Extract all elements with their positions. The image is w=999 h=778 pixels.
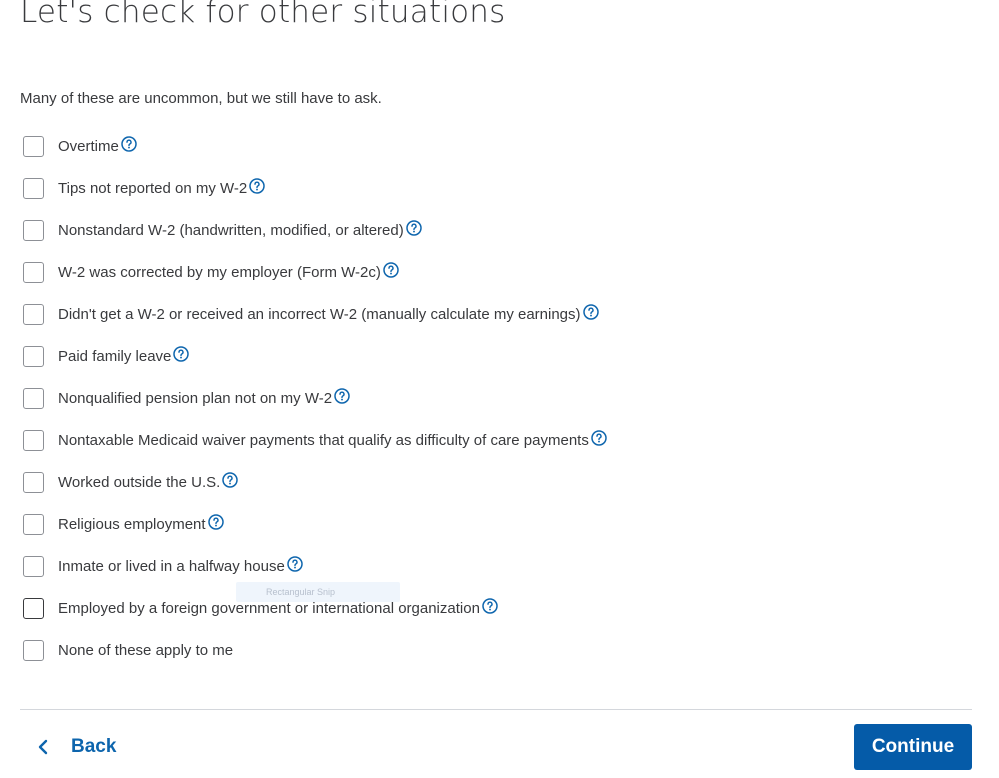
option-w2-corrected <box>23 262 607 304</box>
option-foreign-government <box>23 598 607 640</box>
option-worked-outside-us <box>23 472 607 514</box>
option-label[interactable]: Worked outside the U.S. <box>58 474 221 491</box>
question-circle-icon[interactable] <box>173 346 189 362</box>
checkbox-paid-family-leave[interactable] <box>23 346 44 367</box>
option-label[interactable]: Inmate or lived in a halfway house <box>58 558 285 575</box>
checkbox-no-w2[interactable] <box>23 304 44 325</box>
option-label[interactable]: Didn't get a W-2 or received an incorrect W-2 (manually calculate my earnings) <box>58 306 581 323</box>
question-circle-icon[interactable] <box>208 514 224 530</box>
checkbox-nonqualified-pension[interactable] <box>23 388 44 409</box>
checkbox-inmate-halfway-house[interactable] <box>23 556 44 577</box>
back-button[interactable] <box>36 729 116 765</box>
question-circle-icon[interactable] <box>334 388 350 404</box>
checkbox-none-apply[interactable] <box>23 640 44 661</box>
checkbox-tips[interactable] <box>23 178 44 199</box>
option-overtime <box>23 136 607 178</box>
question-circle-icon[interactable] <box>383 262 399 278</box>
checkbox-nonstandard-w2[interactable] <box>23 220 44 241</box>
snip-tooltip-ghost: Rectangular Snip <box>236 582 400 602</box>
question-circle-icon[interactable] <box>249 178 265 194</box>
question-circle-icon[interactable] <box>222 472 238 488</box>
checkbox-religious-employment[interactable] <box>23 514 44 535</box>
option-label[interactable]: Religious employment <box>58 516 206 533</box>
option-label[interactable]: Nonstandard W-2 (handwritten, modified, or altered) <box>58 222 404 239</box>
question-circle-icon[interactable] <box>482 598 498 614</box>
option-religious-employment <box>23 514 607 556</box>
option-label[interactable]: Overtime <box>58 138 119 155</box>
chevron-left-icon <box>36 739 50 755</box>
checkbox-w2-corrected[interactable] <box>23 262 44 283</box>
continue-button[interactable]: Continue <box>854 724 972 770</box>
checkbox-overtime[interactable] <box>23 136 44 157</box>
back-button-label: Back <box>71 736 117 757</box>
option-no-w2 <box>23 304 607 346</box>
option-label[interactable]: Tips not reported on my W-2 <box>58 180 248 197</box>
option-label[interactable]: Nonqualified pension plan not on my W-2 <box>58 390 333 407</box>
question-circle-icon[interactable] <box>406 220 422 236</box>
option-nonstandard-w2 <box>23 220 607 262</box>
checkbox-worked-outside-us[interactable] <box>23 472 44 493</box>
option-tips <box>23 178 607 220</box>
question-circle-icon[interactable] <box>287 556 303 572</box>
option-nonqualified-pension <box>23 388 607 430</box>
option-label[interactable]: Employed by a foreign government or international organization <box>58 600 480 617</box>
option-label[interactable]: Nontaxable Medicaid waiver payments that qualify as difficulty of care payments <box>58 432 589 449</box>
option-label[interactable]: Paid family leave <box>58 348 172 365</box>
question-circle-icon[interactable] <box>121 136 137 152</box>
page-subtitle: Many of these are uncommon, but we still have to ask. <box>20 90 382 107</box>
footer-divider <box>20 709 972 710</box>
option-paid-family-leave <box>23 346 607 388</box>
question-circle-icon[interactable] <box>591 430 607 446</box>
question-circle-icon[interactable] <box>583 304 599 320</box>
option-label[interactable]: None of these apply to me <box>58 642 234 659</box>
option-medicaid-waiver <box>23 430 607 472</box>
page-title: Let's check for other situations <box>20 0 506 30</box>
option-label[interactable]: W-2 was corrected by my employer (Form W-2c) <box>58 264 381 281</box>
checkbox-medicaid-waiver[interactable] <box>23 430 44 451</box>
checkbox-foreign-government[interactable] <box>23 598 44 619</box>
option-none-apply <box>23 640 607 682</box>
